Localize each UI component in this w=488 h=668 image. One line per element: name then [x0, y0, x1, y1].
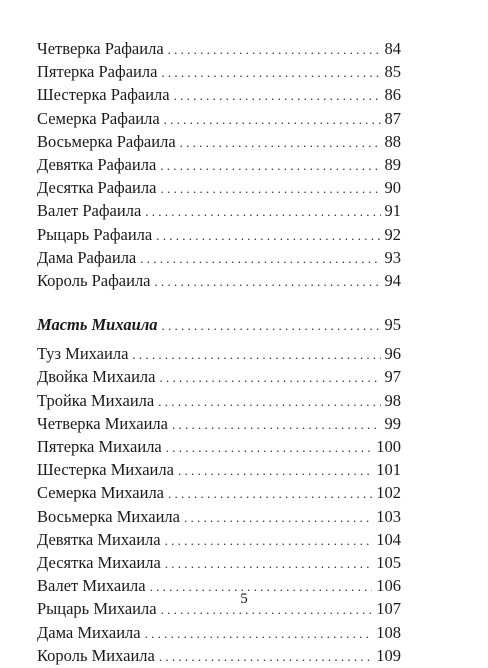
dot-leader — [168, 38, 381, 61]
dot-leader — [164, 108, 381, 131]
toc-entry-title: Десятка Михаила — [37, 552, 161, 572]
dot-leader — [165, 529, 373, 552]
toc-entry-page-number: 85 — [384, 62, 401, 82]
toc-entry-page-number: 105 — [376, 552, 401, 572]
toc-entry[interactable] — [37, 83, 401, 106]
toc-entry-title: Туз Михаила — [37, 344, 129, 364]
toc-entry-title: Валет Рафаила — [37, 201, 142, 221]
toc-entry[interactable] — [37, 199, 401, 222]
toc-entry-page-number: 106 — [376, 576, 401, 596]
toc-entry-title: Король Михаила — [37, 645, 155, 665]
toc-entry-page-number: 93 — [384, 247, 401, 267]
toc-entry-page-number: 91 — [384, 201, 401, 221]
toc-entry-title: Пятерка Михаила — [37, 437, 162, 456]
toc-entry-page-number: 97 — [384, 367, 401, 387]
toc-entry[interactable] — [37, 130, 401, 153]
toc-group-michael — [37, 342, 401, 667]
section-title: Масть Михаила — [37, 315, 158, 335]
dot-leader — [155, 270, 381, 293]
toc-entry-title: Дама Рафаила — [37, 247, 137, 267]
toc-entry-page-number: 89 — [384, 154, 401, 174]
toc-entry[interactable] — [37, 269, 401, 292]
toc-entry-title: Шестерка Михаила — [37, 460, 174, 480]
toc-group-raphael — [37, 37, 401, 292]
toc-entry-title: Восьмерка Михаила — [37, 506, 180, 526]
toc-entry-page-number: 102 — [376, 483, 401, 503]
toc-entry-page-number: 87 — [384, 108, 401, 128]
dot-leader — [159, 366, 380, 389]
toc-entry-title: Король Рафаила — [37, 270, 151, 290]
toc-entry-page-number: 84 — [384, 39, 401, 58]
toc-entry-title: Четверка Михаила — [37, 413, 168, 433]
toc-entry[interactable] — [37, 365, 401, 388]
dot-leader — [161, 61, 380, 84]
toc-entry-page-number: 108 — [376, 622, 401, 642]
toc-entry-title: Восьмерка Рафаила — [37, 131, 176, 151]
toc-entry[interactable] — [37, 458, 401, 481]
dot-leader — [160, 177, 380, 200]
dot-leader — [160, 154, 380, 177]
toc-entry-page-number: 94 — [384, 270, 401, 290]
dot-leader — [132, 343, 380, 366]
toc-entry-page-number: 96 — [384, 344, 401, 364]
toc-entry[interactable] — [37, 37, 401, 60]
toc-entry-title: Шестерка Рафаила — [37, 85, 170, 105]
toc-entry[interactable] — [37, 435, 401, 458]
toc-entry-title: Двойка Михаила — [37, 367, 156, 387]
toc-entry-title: Пятерка Рафаила — [37, 62, 158, 82]
toc-entry[interactable] — [37, 481, 401, 504]
toc-entry[interactable] — [37, 528, 401, 551]
dot-leader — [145, 200, 380, 223]
dot-leader — [162, 314, 381, 337]
toc-entry-page-number: 98 — [384, 390, 401, 410]
toc-entry-title: Валет Михаила — [37, 576, 146, 596]
toc-entry-page-number: 109 — [376, 645, 401, 665]
toc-entry-title: Рыцарь Рафаила — [37, 224, 153, 244]
toc-entry-page-number: 88 — [384, 131, 401, 151]
toc-entry-title: Девятка Михаила — [37, 529, 161, 549]
dot-leader — [172, 413, 381, 436]
toc-entry[interactable] — [37, 621, 401, 644]
section-page-number: 95 — [384, 315, 401, 335]
dot-leader — [168, 482, 372, 505]
toc-entry-page-number: 86 — [384, 85, 401, 105]
toc-entry-title: Девятка Рафаила — [37, 154, 157, 174]
toc-entry[interactable] — [37, 60, 401, 83]
toc-entry-title: Дама Михаила — [37, 622, 141, 642]
toc-entry-page-number: 100 — [376, 437, 401, 456]
toc-entry-page-number: 92 — [384, 224, 401, 244]
toc-entry-title: Рыцарь Михаила — [37, 599, 157, 619]
toc-entry-title: Тройка Михаила — [37, 390, 155, 410]
toc-entry[interactable] — [37, 644, 401, 667]
toc-entry-title: Четверка Рафаила — [37, 39, 164, 58]
toc-entry-page-number: 90 — [384, 178, 401, 198]
dot-leader — [159, 645, 372, 668]
toc-entry[interactable] — [37, 342, 401, 365]
dot-leader — [158, 390, 380, 413]
toc-entry-page-number: 99 — [384, 413, 401, 433]
toc-entry-title: Десятка Рафаила — [37, 178, 157, 198]
table-of-contents — [37, 37, 401, 667]
toc-entry[interactable] — [37, 107, 401, 130]
dot-leader — [145, 622, 373, 645]
dot-leader — [165, 552, 372, 575]
toc-entry[interactable] — [37, 551, 401, 574]
toc-entry-page-number: 103 — [376, 506, 401, 526]
toc-entry[interactable] — [37, 153, 401, 176]
folio-page-number: 5 — [240, 591, 248, 607]
toc-entry[interactable] — [37, 505, 401, 528]
toc-entry[interactable] — [37, 223, 401, 246]
dot-leader — [140, 247, 380, 270]
dot-leader — [156, 224, 380, 247]
toc-entry-page-number: 107 — [376, 599, 401, 619]
toc-entry-page-number: 101 — [376, 460, 401, 480]
toc-entry[interactable] — [37, 246, 401, 269]
toc-entry-title: Семерка Рафаила — [37, 108, 160, 128]
toc-entry-page-number: 104 — [376, 529, 401, 549]
dot-leader — [174, 84, 381, 107]
toc-section-heading[interactable] — [37, 313, 401, 336]
dot-leader — [180, 131, 381, 154]
toc-entry[interactable] — [37, 412, 401, 435]
toc-entry-title: Семерка Михаила — [37, 483, 165, 503]
dot-leader — [178, 459, 372, 482]
toc-entry[interactable] — [37, 176, 401, 199]
section-gap — [37, 292, 401, 313]
dot-leader — [166, 436, 373, 459]
toc-entry[interactable] — [37, 389, 401, 412]
dot-leader — [184, 506, 372, 529]
